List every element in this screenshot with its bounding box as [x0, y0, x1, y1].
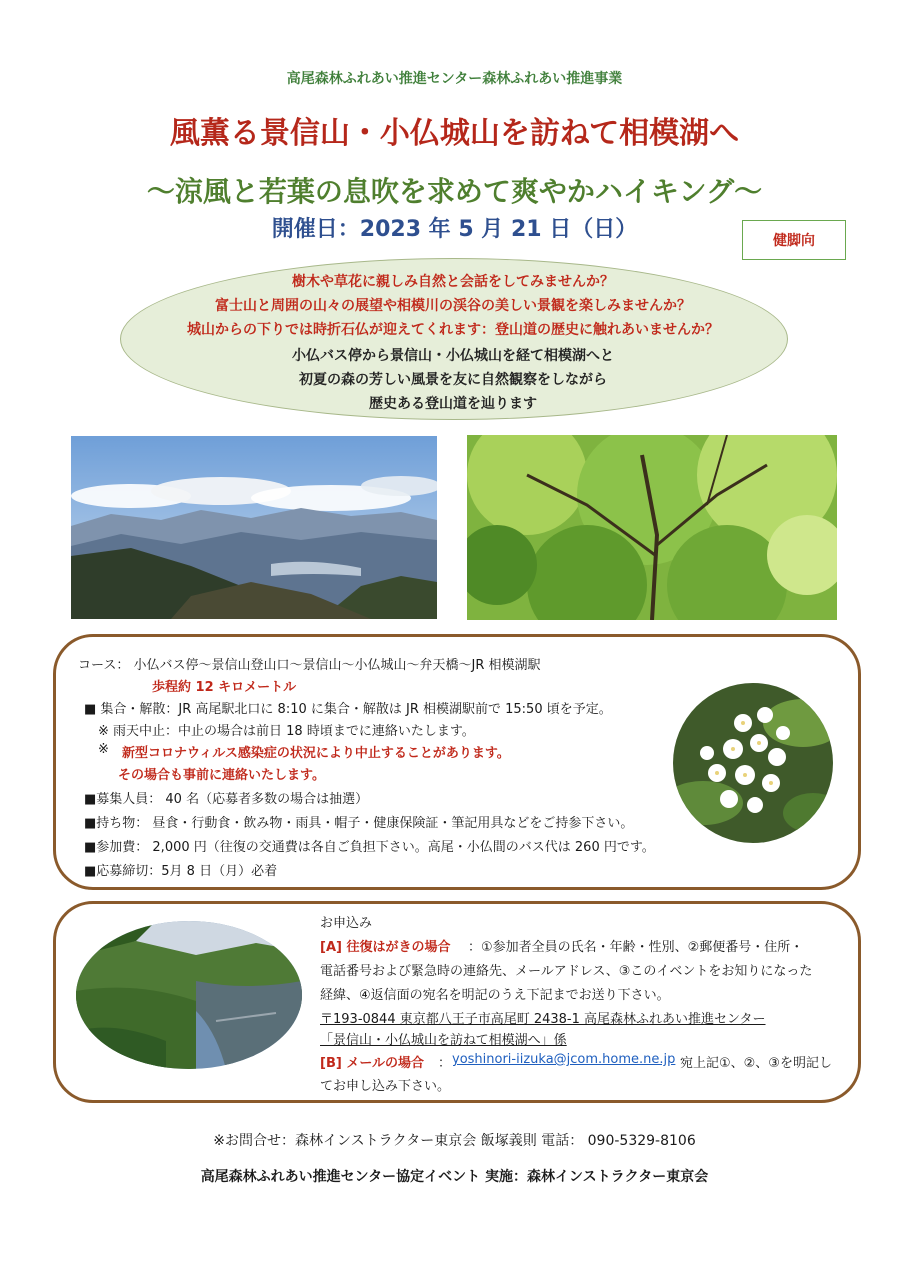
sponsor-line: 高尾森林ふれあい推進センター協定イベント 実施：森林インストラクター東京会 [200, 1169, 709, 1185]
intro-red-line-2: 富士山と周囲の山々の展望や相模川の渓谷の美しい景観を楽しみませんか？ [215, 298, 691, 314]
difficulty-badge: 健脚向 [742, 220, 846, 260]
event-title: 風薫る景信山・小仏城山を訪ねて相模湖へ [169, 116, 740, 151]
belongings-info: ■持ち物： 昼食・行動食・飲み物・雨具・帽子・健康保険証・筆記用具などをご持参下さい。 [84, 816, 634, 831]
capacity-info: ■募集人員： 40 名（応募者多数の場合は抽選） [84, 792, 369, 807]
postcard-label: [A] 往復はがきの場合 [320, 940, 451, 955]
organizer-line: 高尾森林ふれあい推進センター森林ふれあい推進事業 [286, 71, 623, 87]
postcard-text-2: 電話番号および緊急時の連絡先、メールアドレス、③このイベントをお知りになった [320, 964, 813, 979]
walking-distance: 歩程約 12 キロメートル [152, 680, 297, 695]
application-heading: お申込み [320, 916, 373, 931]
intro-line-3: 歴史ある登山道を辿ります [369, 396, 537, 412]
rain-cancel-note: ※ 雨天中止：中止の場合は前日 18 時頃までに連絡いたします。 [98, 724, 475, 739]
event-subtitle: ～涼風と若葉の息吹を求めて爽やかハイキング～ [146, 175, 763, 208]
covid-note-2: その場合も事前に連絡いたします。 [118, 768, 325, 783]
intro-red-line-3: 城山からの下りでは時折石仏が迎えてくれます：登山道の歴史に触れあいませんか？ [187, 322, 719, 338]
white-flower-photo [673, 683, 833, 843]
deadline-info: ■応募締切：5月 8 日（月）必着 [84, 864, 278, 879]
course-route: コース： 小仏バス停～景信山登山口～景信山～小仏城山～弁天橋～JR 相模湖駅 [78, 658, 541, 673]
covid-note: 新型コロナウィルス感染症の状況により中止することがあります。 [122, 746, 510, 761]
email-text-1: 宛上記①、②、③を明記し [680, 1056, 832, 1071]
email-colon: ： [438, 1056, 452, 1071]
mailing-address: 〒193-0844 東京都八王子市高尾町 2438-1 高尾森林ふれあい推進センター [320, 1012, 766, 1027]
contact-line: ※お問合せ：森林インストラクター東京会 飯塚義則 電話： 090-5329-8106 [213, 1133, 696, 1149]
email-label: [B] メールの場合 [320, 1056, 425, 1071]
covid-note-mark: ※ [98, 742, 109, 757]
intro-red-line-1: 樹木や草花に親しみ自然と会話をしてみませんか？ [292, 274, 614, 290]
forest-canopy-photo [467, 435, 837, 620]
intro-line-1: 小仏バス停から景信山・小仏城山を経て相模湖へと [292, 348, 614, 364]
lake-photo [76, 921, 302, 1069]
meeting-info: ■ 集合・解散：JR 高尾駅北口に 8:10 に集合・解散は JR 相模湖駅前で 15:50 頃を予定。 [84, 702, 612, 717]
intro-line-2: 初夏の森の芳しい風景を友に自然観察をしながら [299, 372, 607, 388]
email-text-2: てお申し込み下さい。 [320, 1079, 451, 1094]
event-date: 開催日：2023 年 5 月 21 日（日） [271, 217, 638, 242]
postcard-text-3: 経緯、④返信面の宛名を明記のうえ下記までお送り下さい。 [320, 988, 670, 1003]
addressee: 「景信山・小仏城山を訪ねて相模湖へ」係 [320, 1033, 567, 1048]
postcard-text-1: ：①参加者全員の氏名・年齢・性別、②郵便番号・住所・ [468, 940, 804, 955]
mountain-view-photo [71, 436, 437, 619]
email-link[interactable]: yoshinori-iizuka@jcom.home.ne.jp [452, 1052, 676, 1067]
fee-info: ■参加費： 2,000 円（往復の交通費は各自ご負担下さい。高尾・小仏間のバス代は 260 円です。 [84, 840, 655, 855]
